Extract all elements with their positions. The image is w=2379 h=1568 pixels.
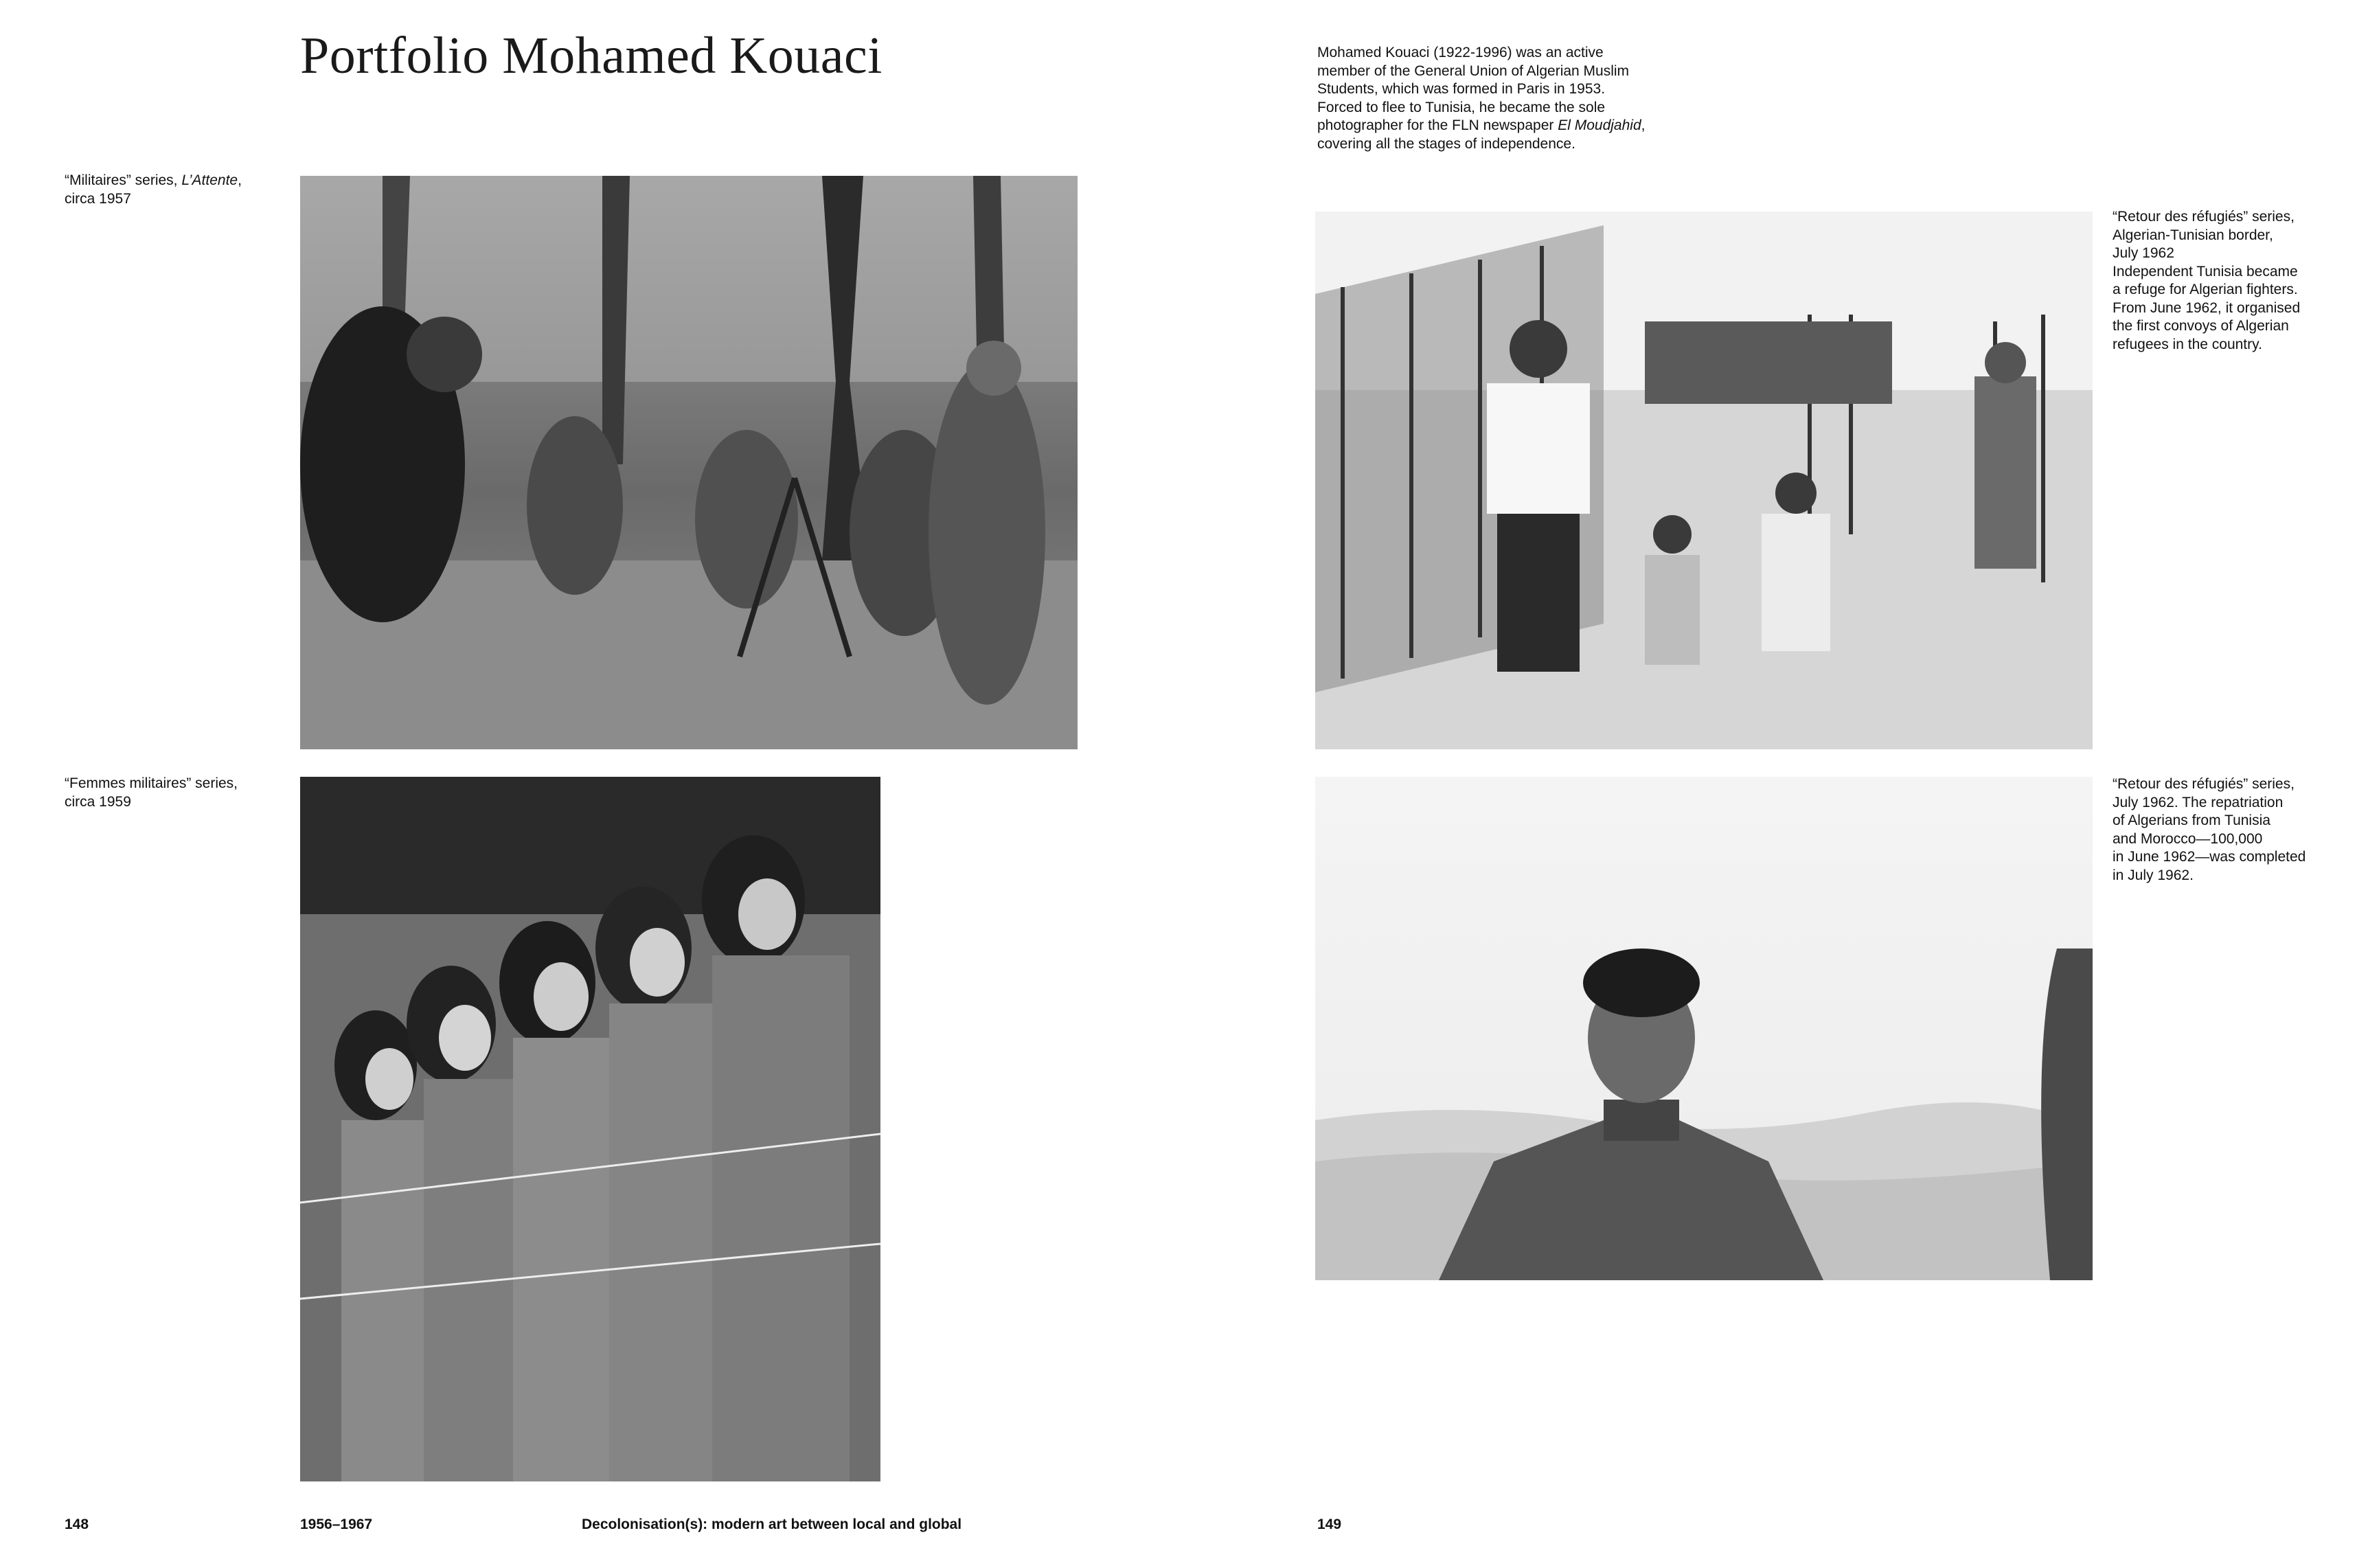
footer-book-title: Decolonisation(s): modern art between local and global	[582, 1516, 962, 1532]
caption-line: a refuge for Algerian fighters.	[2113, 282, 2298, 297]
caption-line: in July 1962.	[2113, 867, 2194, 883]
caption-line: circa 1957	[65, 190, 131, 207]
caption-line: of Algerians from Tunisia	[2113, 813, 2270, 828]
photo-women-soldiers	[300, 777, 880, 1481]
page-number-right: 149	[1317, 1516, 1342, 1532]
photo-soldiers-forest-image	[300, 176, 1078, 749]
intro-text: ,	[1641, 117, 1646, 133]
caption-line: Independent Tunisia became	[2113, 263, 2298, 280]
photo-border-crossing	[1315, 212, 2093, 749]
caption-retour-border	[2113, 208, 2300, 354]
caption-line: in June 1962—was completed	[2113, 849, 2306, 865]
caption-line: “Retour des réfugiés” series,	[2113, 209, 2295, 225]
intro-line: Forced to flee to Tunisia, he became the sole	[1317, 99, 1606, 115]
page-number-left: 148	[65, 1516, 89, 1532]
caption-line: “Femmes militaires” series,	[65, 775, 238, 791]
intro-paragraph	[1317, 44, 1661, 153]
newspaper-name: El Moudjahid	[1558, 117, 1641, 133]
photo-border-crossing-image	[1315, 212, 2093, 749]
caption-text: “Militaires” series,	[65, 172, 182, 188]
caption-line: From June 1962, it organised	[2113, 299, 2301, 316]
caption-line: July 1962. The repatriation	[2113, 794, 2284, 810]
page-title: Portfolio Mohamed Kouaci	[300, 27, 883, 84]
caption-italic-title: L’Attente	[181, 172, 238, 188]
caption-text: ,	[238, 172, 242, 188]
intro-line	[1317, 117, 1661, 135]
caption-femmes-militaires	[65, 775, 238, 811]
caption-line	[65, 172, 242, 190]
photo-boy-desert	[1315, 777, 2093, 1280]
photo-soldiers-forest	[300, 176, 1078, 749]
caption-retour-repatriation	[2113, 775, 2306, 885]
photo-women-soldiers-image	[300, 777, 880, 1481]
caption-line: the first convoys of Algerian	[2113, 318, 2289, 334]
footer-period: 1956–1967	[300, 1516, 373, 1532]
caption-line: refugees in the country.	[2113, 336, 2262, 352]
intro-line: Students, which was formed in Paris in 1953.	[1317, 81, 1606, 97]
caption-line: Algerian-Tunisian border,	[2113, 227, 2273, 243]
caption-militaires	[65, 172, 242, 208]
intro-line: covering all the stages of independence.	[1317, 135, 1575, 152]
caption-line: “Retour des réfugiés” series,	[2113, 776, 2295, 792]
caption-line: July 1962	[2113, 245, 2174, 261]
intro-line: Mohamed Kouaci (1922-1996) was an active	[1317, 45, 1604, 60]
caption-line: and Morocco—100,000	[2113, 830, 2263, 847]
intro-line: member of the General Union of Algerian Muslim	[1317, 63, 1630, 79]
photo-boy-desert-image	[1315, 777, 2093, 1280]
caption-line: circa 1959	[65, 793, 131, 810]
intro-text: photographer for the FLN newspaper	[1317, 117, 1558, 133]
